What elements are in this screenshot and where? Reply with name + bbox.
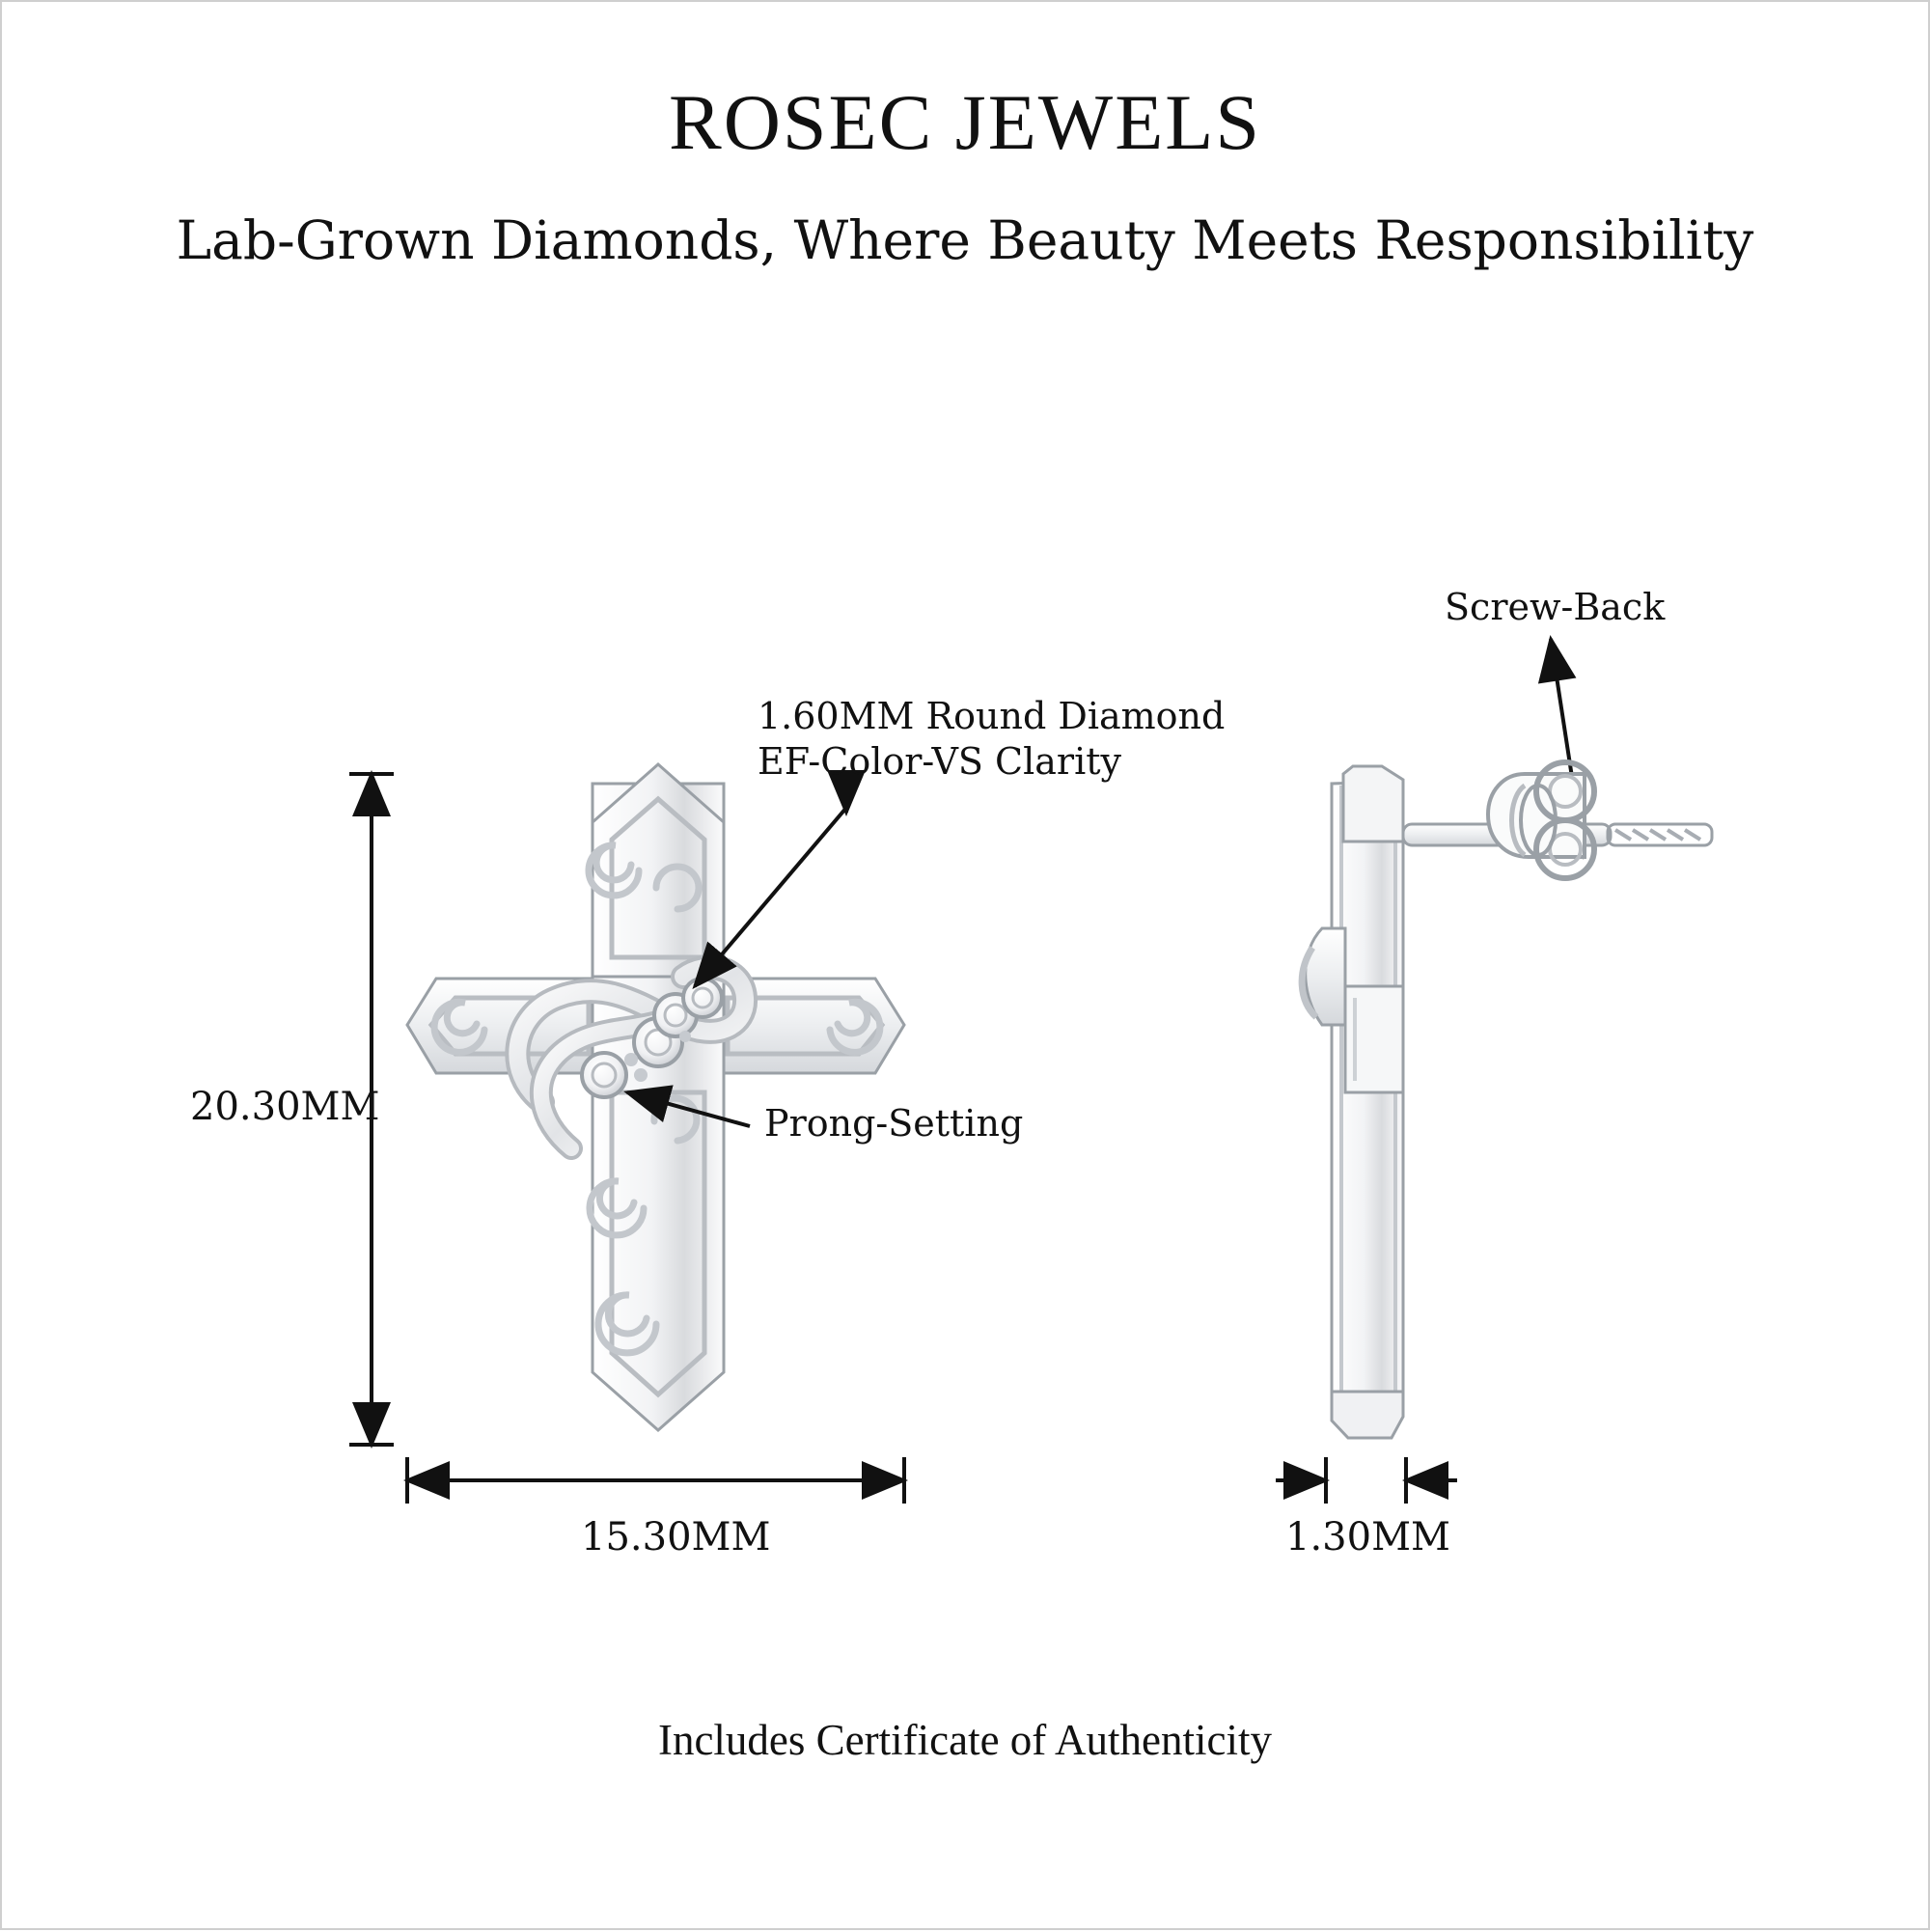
diamond-spec-line-2: EF-Color-VS Clarity (758, 740, 1121, 783)
diamond-spec-line-1: 1.60MM Round Diamond (758, 695, 1226, 737)
screw-back-assembly (1403, 762, 1712, 878)
product-illustration (2, 2, 1930, 1932)
prong-setting-label: Prong-Setting (764, 1102, 1024, 1145)
brand-tagline: Lab-Grown Diamonds, Where Beauty Meets Responsibility (176, 209, 1754, 271)
width-dimension-label: 15.30MM (581, 1515, 771, 1559)
screw-back-label: Screw-Back (1445, 586, 1666, 628)
thickness-dimension-label: 1.30MM (1285, 1515, 1450, 1559)
cross-side-view (1302, 766, 1403, 1438)
width-dimension (407, 1457, 904, 1504)
brand-title: ROSEC JEWELS (669, 78, 1261, 166)
cross-front-view (407, 764, 904, 1430)
height-dimension-label: 20.30MM (190, 1085, 380, 1129)
certificate-note: Includes Certificate of Authenticity (657, 1716, 1273, 1764)
thickness-dimension (1276, 1457, 1457, 1504)
diamond-group (582, 979, 722, 1097)
